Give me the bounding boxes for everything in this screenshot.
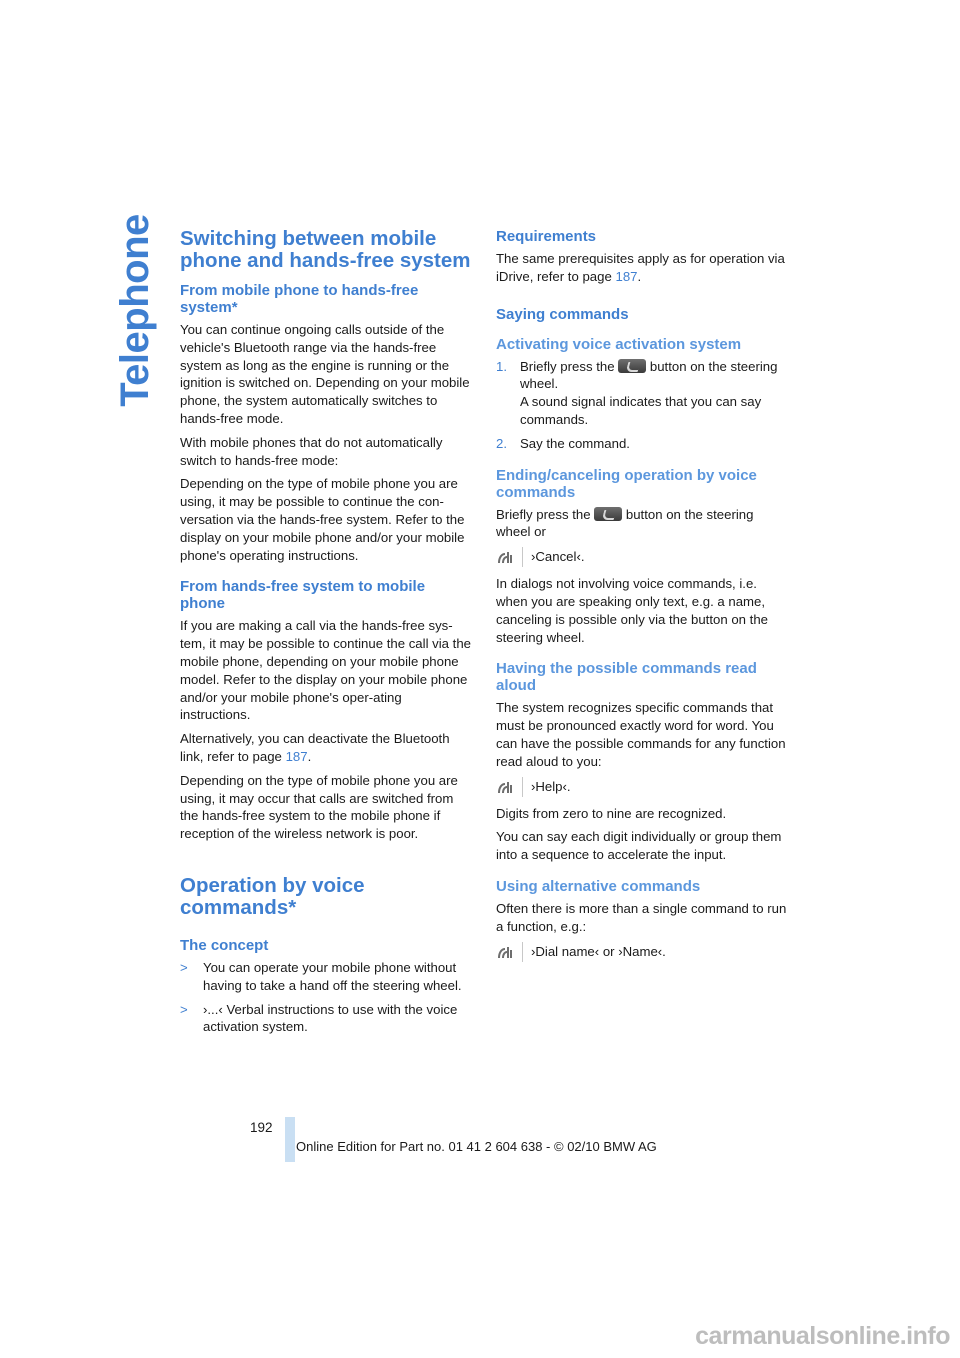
bullet-marker: > [180,1001,188,1017]
numbered-step: 1. Briefly press the button on the steering wheel. A sound signal indicates that you can say commands. [496,358,778,427]
paragraph: Digits from zero to nine are recognized. [496,805,727,821]
edition-line: Online Edition for Part no. 01 41 2 604 638 - © 02/10 BMW AG [296,1139,657,1154]
voice-command-icon [496,943,514,961]
paragraph: Often there is more than a single command to run a function, e.g.: [496,900,787,934]
step-number: 1. [496,358,507,374]
step-number: 2. [496,435,507,451]
divider [522,547,523,567]
paragraph: Depending on the type of mobile phone you are using, it may be possible to continue the con-versation via the hands-free system. Refer to the display on your mobile phone and/or your mobile phone's operating instructions. [180,476,465,563]
paragraph: Depending on the type of mobile phone you are using, it may occur that calls are switched from the hands-free system to the mobile phone if reception of the wireless network is poor. [180,772,458,842]
left-column [180,228,474,1042]
voice-command: ›Dial name‹ or ›Name‹. [496,942,791,962]
heading-handsfree-to-mobile: From hands-free system to mobile phone [180,578,426,613]
heading-ending-canceling: Ending/canceling operation by voice commands [496,466,757,501]
paragraph: Briefly press the button on the steering wheel or [496,506,754,540]
heading-read-aloud: Having the possible commands read aloud [496,660,757,695]
voice-command: ›Cancel‹. [496,547,791,567]
voice-command-icon [496,548,514,566]
chapter-tab-label: Telephone [112,213,157,407]
paragraph: Alternatively, you can deactivate the Bluetooth link, refer to page 187. [180,731,450,764]
paragraph: If you are making a call via the hands-free sys-tem, it may be possible to continue the call via the mobile phone, depending on your mobile phone model. Refer to the display on your mobile phone and/or your mobile phone's oper-ating instructions. [180,618,472,723]
paragraph-text: Alternatively, you can deactivate the Bluetooth link, refer to page [180,731,450,764]
numbered-step: 2. Say the command. [496,435,630,451]
voice-command-icon [496,778,514,796]
heading-operation-voice: Operation by voice commands* [180,873,365,919]
heading-concept: The concept [180,936,269,954]
list-item: > You can operate your mobile phone without having to take a hand off the steering wheel. [180,959,462,993]
paragraph: With mobile phones that do not automatically switch to hands-free mode: [180,434,443,468]
paragraph: In dialogs not involving voice commands, i.e. when you are speaking only text, e.g. a name, canceling is possible only via the button on the steering wheel. [496,576,768,645]
list-item: > ›...‹ Verbal instructions to use with the voice activation system. [180,1001,458,1035]
paragraph: The system recognizes specific commands that must be pronounced exactly word for word. You can have the possible commands for any function read aloud to you: [496,700,786,769]
heading-mobile-to-handsfree: From mobile phone to hands-free system* [180,282,419,316]
heading-switching: Switching between mobile phone and hands-free system [180,227,471,272]
steering-voice-button-icon [618,359,646,373]
bullet-marker: > [180,959,188,975]
divider [522,777,523,797]
divider [522,942,523,962]
heading-alternative-commands: Using alternative commands [496,877,701,895]
steering-voice-button-icon [594,507,622,521]
right-column [496,228,791,970]
chapter-tab [112,213,158,407]
paragraph: You can say each digit individually or group them into a sequence to accelerate the input. [496,829,782,863]
watermark-logo: carmanualsonline.info [695,1322,950,1350]
page-link[interactable]: 187 [285,748,308,764]
page-number: 192 [250,1120,273,1135]
footer-accent-bar [285,1117,295,1162]
heading-saying-commands: Saying commands [496,305,629,323]
page-link[interactable]: 187 [615,268,638,284]
paragraph: The same prerequisites apply as for operation via iDrive, refer to page 187. [496,251,785,284]
paragraph: You can continue ongoing calls outside of the vehicle's Bluetooth range via the hands-free system as long as the engine is running or the ignition is switched on. Depending on your mobile phone, the system automatically switches to hands-free mode. [180,322,470,426]
heading-activating: Activating voice activation system [496,335,742,353]
heading-requirements: Requirements [496,228,597,245]
voice-command: ›Help‹. [496,777,791,797]
